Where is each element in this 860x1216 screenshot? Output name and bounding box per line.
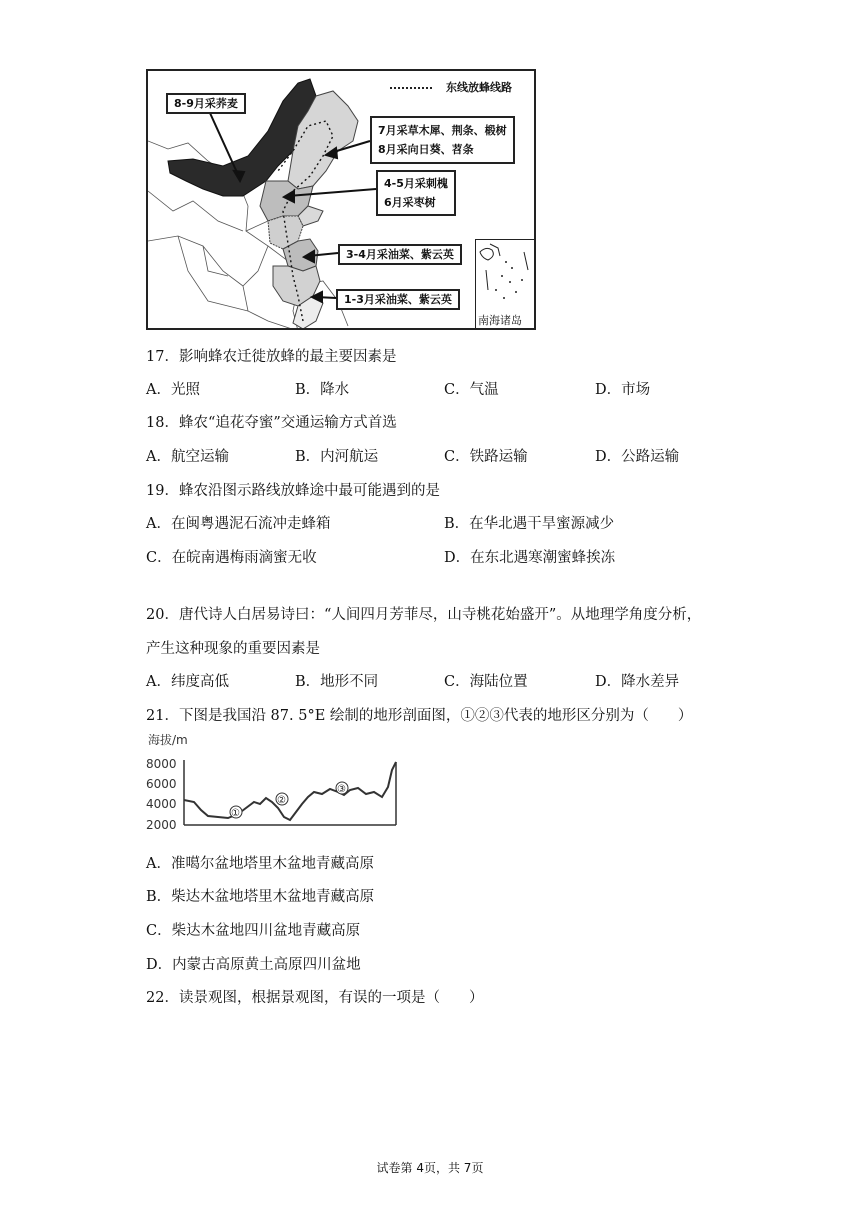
label-northeast-line1: 7月采草木犀、荆条、椴树 [378, 124, 507, 137]
profile-ylabel: 海拔/m [148, 733, 188, 747]
label-north [376, 170, 456, 216]
label-northeast-line2: 8月采向日葵、苕条 [378, 143, 474, 156]
q17-stem: 17．影响蜂农迁徙放蜂的最主要因素是 [146, 349, 397, 365]
q20-option-c[interactable]: C．海陆位置 [444, 674, 528, 690]
profile-ytick-2000: 2000 [146, 818, 177, 832]
q20-option-a[interactable]: A．纬度高低 [146, 674, 229, 690]
q21-stem: 21．下图是我国沿 87. 5°E 绘制的地形剖面图，①②③代表的地形区分别为（ ） [146, 708, 693, 724]
q19-option-b[interactable]: B．在华北遇干旱蜜源减少 [444, 516, 615, 532]
profile-marker-1-label: ① [231, 808, 240, 819]
q22-stem: 22．读景观图，根据景观图，有误的一项是（ ） [146, 990, 484, 1006]
q17-option-b[interactable]: B．降水 [295, 382, 350, 398]
label-north-line1: 4-5月采刺槐 [384, 177, 448, 190]
profile-marker-2-label: ② [277, 795, 286, 806]
profile-curve [184, 762, 396, 820]
page-footer: 试卷第 4页，共 7页 [376, 1161, 484, 1175]
islands-drawing [476, 240, 536, 310]
south-china-sea-inset [475, 239, 536, 330]
q19-option-d[interactable]: D．在东北遇寒潮蜜蜂挨冻 [444, 550, 616, 566]
label-south: 1-3月采油菜、紫云英 [336, 289, 460, 310]
label-north-line2: 6月采枣树 [384, 196, 436, 209]
inset-label: 南海诸岛 [478, 314, 522, 327]
q17-option-a[interactable]: A．光照 [146, 382, 200, 398]
q19-option-a[interactable]: A．在闽粤遇泥石流冲走蜂箱 [146, 516, 331, 532]
q21-option-d[interactable]: D．内蒙古高原黄土高原四川盆地 [146, 957, 361, 973]
q18-option-b[interactable]: B．内河航运 [295, 449, 379, 465]
terrain-profile [146, 732, 402, 832]
q20-option-b[interactable]: B．地形不同 [295, 674, 379, 690]
legend-dotted-line [390, 87, 432, 89]
q21-option-a[interactable]: A．准噶尔盆地塔里木盆地青藏高原 [146, 856, 374, 872]
q21-option-b[interactable]: B．柴达木盆地塔里木盆地青藏高原 [146, 889, 375, 905]
q18-stem: 18．蜂农“追花夺蜜”交通运输方式首选 [146, 415, 397, 431]
q17-option-d[interactable]: D．市场 [595, 382, 651, 398]
profile-ytick-8000: 8000 [146, 757, 177, 771]
q18-option-d[interactable]: D．公路运输 [595, 449, 680, 465]
q19-option-c[interactable]: C．在皖南遇梅雨滴蜜无收 [146, 550, 317, 566]
q20-stem-line1: 20．唐代诗人白居易诗曰：“人间四月芳菲尽，山寺桃花始盛开”。从地理学角度分析， [146, 607, 702, 623]
q21-option-c[interactable]: C．柴达木盆地四川盆地青藏高原 [146, 923, 361, 939]
beekeeping-route-map [146, 69, 536, 330]
label-northeast [370, 116, 515, 164]
q18-option-c[interactable]: C．铁路运输 [444, 449, 528, 465]
q19-stem: 19．蜂农沿图示路线放蜂途中最可能遇到的是 [146, 483, 440, 499]
q20-stem-line2: 产生这种现象的重要因素是 [146, 641, 320, 657]
label-buckwheat: 8-9月采荞麦 [166, 93, 246, 114]
q18-option-a[interactable]: A．航空运输 [146, 449, 229, 465]
terrain-profile-svg [146, 732, 402, 832]
q17-option-c[interactable]: C．气温 [444, 382, 499, 398]
q20-option-d[interactable]: D．降水差异 [595, 674, 680, 690]
label-central: 3-4月采油菜、紫云英 [338, 244, 462, 265]
legend-label: 东线放蜂线路 [446, 81, 512, 94]
profile-ytick-6000: 6000 [146, 777, 177, 791]
profile-ytick-4000: 4000 [146, 797, 177, 811]
profile-marker-3-label: ③ [337, 784, 346, 795]
